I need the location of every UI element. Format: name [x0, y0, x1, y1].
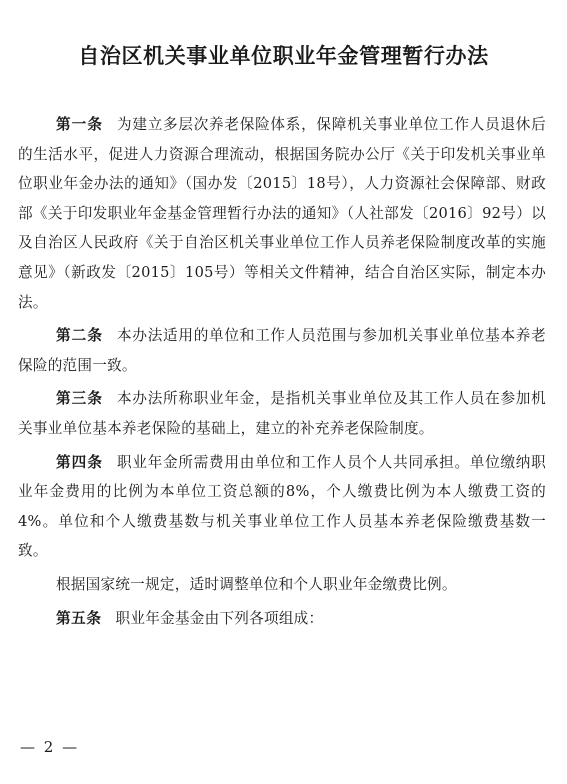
- article-1: [18, 110, 546, 317]
- article-text: 职业年金基金由下列各项组成：: [115, 609, 324, 627]
- paragraph-text: 根据国家统一规定，适时调整单位和个人职业年金缴费比例。: [55, 575, 457, 593]
- article-3: [18, 384, 546, 443]
- article-heading: 第四条: [55, 453, 104, 471]
- article-text: 为建立多层次养老保险体系，保障机关事业单位工作人员退休后的生活水平，促进人力资源合理流动，根据国务院办公厅《关于印发机关事业单位职业年金办法的通知》（国办发〔2015〕18号），人力资源社会保障部、财政部《关于印发职业年金基金管理暂行办法的通知》（人社部发〔2016〕92号）以及自治区人民政府《关于自治区机关事业单位工作人员养老保险制度改革的实施意见》（新政发〔2015〕105号）等相关文件精神，结合自治区实际，制定本办法。: [18, 116, 546, 311]
- document-title: 自治区机关事业单位职业年金管理暂行办法: [78, 44, 489, 68]
- article-4-continuation: [18, 570, 546, 600]
- article-4: [18, 448, 546, 566]
- article-text: 职业年金所需费用由单位和工作人员个人共同承担。单位缴纳职业年金费用的比例为本单位工资总额的8%，个人缴费比例为本人缴费工资的4%。单位和个人缴费基数与机关事业单位工作人员基本养老保险缴费基数一致。: [18, 453, 546, 560]
- article-heading: 第三条: [55, 390, 104, 408]
- article-2: [18, 321, 546, 380]
- article-heading: 第二条: [55, 327, 104, 345]
- article-text: 本办法所称职业年金，是指机关事业单位及其工作人员在参加机关事业单位基本养老保险的基础上，建立的补充养老保险制度。: [18, 390, 546, 437]
- article-heading: 第一条: [55, 116, 104, 133]
- page-number: — 2 —: [20, 738, 80, 756]
- article-heading: 第五条: [55, 609, 102, 627]
- document-body: [18, 110, 546, 633]
- article-5: [18, 604, 546, 634]
- article-text: 本办法适用的单位和工作人员范围与参加机关事业单位基本养老保险的范围一致。: [18, 327, 546, 374]
